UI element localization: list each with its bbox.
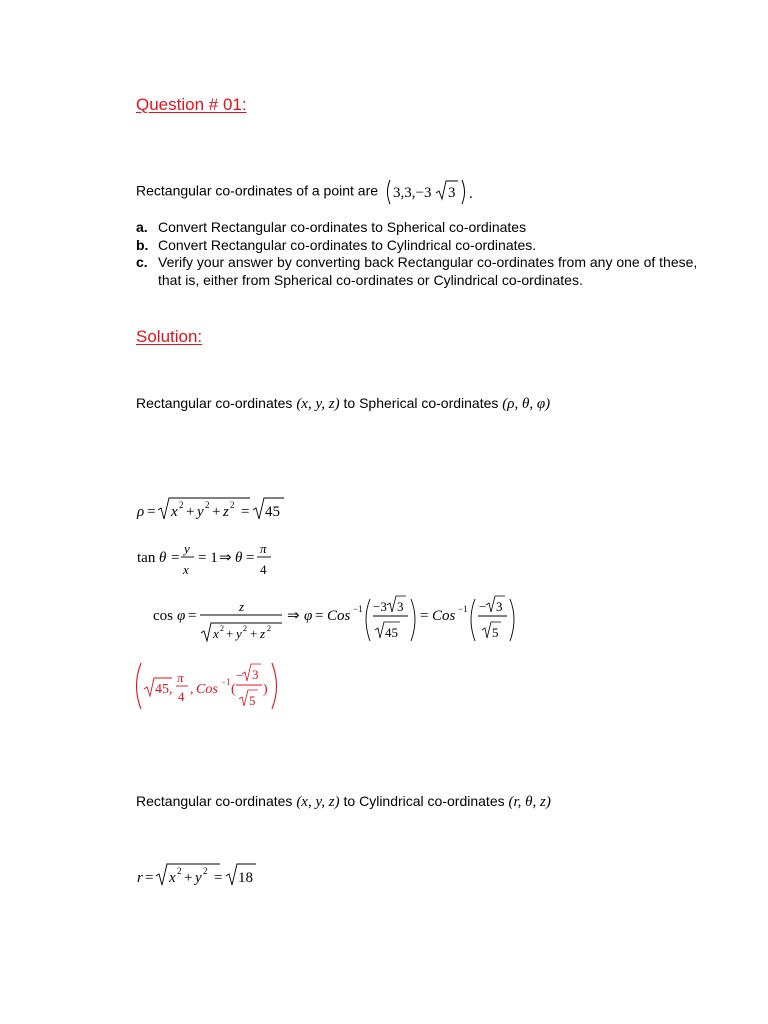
svg-text:r: r bbox=[137, 870, 143, 886]
spherical-to-text: to Spherical co-ordinates bbox=[343, 395, 499, 411]
svg-text:(: ( bbox=[231, 682, 236, 697]
svg-text:x: x bbox=[213, 626, 219, 641]
svg-text:= 1: = 1 bbox=[198, 550, 218, 566]
svg-text:45: 45 bbox=[265, 504, 280, 520]
svg-text:y: y bbox=[197, 504, 204, 520]
svg-text:2: 2 bbox=[267, 624, 271, 633]
question-intro bbox=[136, 177, 476, 207]
svg-text:=: = bbox=[147, 504, 156, 520]
svg-text:3: 3 bbox=[397, 599, 404, 614]
svg-text:3,3,−3: 3,3,−3 bbox=[392, 185, 432, 201]
svg-text:3: 3 bbox=[447, 185, 456, 201]
svg-text:Cos: Cos bbox=[196, 682, 218, 697]
svg-text:x: x bbox=[169, 870, 176, 886]
list-item bbox=[136, 237, 718, 255]
svg-text:2: 2 bbox=[220, 624, 224, 633]
svg-text:⇒: ⇒ bbox=[219, 550, 232, 566]
svg-text:−1: −1 bbox=[221, 677, 231, 687]
svg-text:+: + bbox=[212, 504, 221, 520]
svg-text:π: π bbox=[260, 541, 267, 556]
question-items bbox=[136, 219, 718, 289]
svg-text:=: = bbox=[246, 550, 255, 566]
svg-text:2: 2 bbox=[205, 500, 210, 510]
svg-text:2: 2 bbox=[203, 866, 208, 876]
item-marker: b. bbox=[136, 236, 149, 253]
svg-text:=: = bbox=[188, 608, 197, 624]
svg-text:cos: cos bbox=[153, 608, 173, 624]
list-item bbox=[136, 219, 718, 237]
svg-text:+: + bbox=[226, 626, 234, 641]
svg-text:⇒: ⇒ bbox=[287, 608, 300, 624]
svg-text:φ: φ bbox=[304, 608, 313, 624]
svg-text:z: z bbox=[239, 599, 245, 614]
svg-text:x: x bbox=[171, 504, 178, 520]
rho-equation bbox=[134, 494, 304, 524]
svg-text:θ: θ bbox=[235, 550, 243, 566]
svg-text:−: − bbox=[236, 668, 244, 683]
point-coordinates bbox=[384, 177, 476, 207]
svg-text:Cos: Cos bbox=[432, 608, 456, 624]
svg-text:−1: −1 bbox=[458, 604, 468, 614]
svg-text:ρ: ρ bbox=[137, 504, 145, 520]
svg-text:θ: θ bbox=[159, 550, 167, 566]
phi-equation bbox=[150, 593, 520, 649]
svg-text:2: 2 bbox=[230, 500, 235, 510]
svg-text:π: π bbox=[177, 670, 184, 685]
svg-text:=: = bbox=[420, 608, 429, 624]
question-intro-text: Rectangular co-ordinates of a point are bbox=[136, 182, 379, 199]
svg-text:y: y bbox=[184, 541, 190, 556]
svg-text:18: 18 bbox=[238, 870, 253, 886]
svg-text:y: y bbox=[195, 870, 202, 886]
theta-equation bbox=[134, 540, 284, 580]
svg-text:z: z bbox=[260, 626, 266, 641]
svg-text:z: z bbox=[223, 504, 229, 520]
svg-text:+: + bbox=[184, 870, 193, 886]
svg-text:2: 2 bbox=[177, 866, 182, 876]
svg-text:tan: tan bbox=[137, 550, 156, 566]
spherical-from-vars: (x, y, z) bbox=[296, 396, 340, 412]
item-text: Verify your answer by converting back Rectangular co-ordinates from any one of these, that is, either from Spherical co-ordinates or Cylindrical co-ordinates. bbox=[158, 254, 698, 288]
cylindrical-to-text: to Cylindrical co-ordinates bbox=[343, 793, 505, 809]
svg-text:45,: 45, bbox=[155, 682, 173, 697]
svg-text:=: = bbox=[315, 608, 324, 624]
item-marker: c. bbox=[136, 254, 148, 270]
svg-text:φ: φ bbox=[177, 608, 186, 624]
svg-text:y: y bbox=[236, 626, 242, 641]
svg-text:5: 5 bbox=[249, 693, 256, 708]
svg-text:5: 5 bbox=[492, 625, 499, 640]
cylindrical-from-vars: (x, y, z) bbox=[296, 794, 340, 810]
list-item bbox=[136, 254, 718, 289]
svg-text:2: 2 bbox=[243, 624, 247, 633]
svg-text:2: 2 bbox=[179, 500, 184, 510]
svg-text:45: 45 bbox=[385, 625, 398, 640]
svg-text:): ) bbox=[263, 682, 268, 697]
cylindrical-intro-text: Rectangular co-ordinates bbox=[136, 793, 293, 809]
question-heading: Question # 01: bbox=[136, 95, 247, 114]
svg-text:x: x bbox=[183, 562, 189, 577]
svg-text:+: + bbox=[250, 626, 258, 641]
item-marker: a. bbox=[136, 219, 148, 235]
solution-heading: Solution: bbox=[136, 327, 203, 346]
svg-text:=: = bbox=[171, 550, 180, 566]
svg-text:=: = bbox=[145, 870, 154, 886]
svg-text:=: = bbox=[241, 504, 250, 520]
cylindrical-intro bbox=[136, 793, 551, 811]
r-equation bbox=[134, 860, 264, 890]
svg-text:=: = bbox=[214, 870, 223, 886]
svg-text:+: + bbox=[186, 504, 195, 520]
spherical-to-vars: (ρ, θ, φ) bbox=[502, 396, 551, 412]
spherical-intro bbox=[136, 395, 550, 413]
svg-text:Cos: Cos bbox=[327, 608, 351, 624]
svg-text:,: , bbox=[190, 682, 194, 697]
svg-text:−1: −1 bbox=[353, 604, 363, 614]
cylindrical-to-vars: (r, θ, z) bbox=[508, 794, 551, 810]
spherical-answer bbox=[132, 660, 284, 712]
svg-text:3: 3 bbox=[496, 599, 503, 614]
svg-text:3: 3 bbox=[252, 667, 259, 682]
svg-text:−: − bbox=[479, 599, 487, 614]
svg-text:4: 4 bbox=[178, 689, 185, 704]
spherical-intro-text: Rectangular co-ordinates bbox=[136, 395, 293, 411]
svg-text:4: 4 bbox=[260, 562, 267, 577]
svg-text:.: . bbox=[468, 186, 473, 202]
item-text: Convert Rectangular co-ordinates to Cylindrical co-ordinates. bbox=[158, 236, 537, 253]
item-text: Convert Rectangular co-ordinates to Spherical co-ordinates bbox=[158, 219, 527, 235]
svg-text:−3: −3 bbox=[373, 599, 387, 614]
